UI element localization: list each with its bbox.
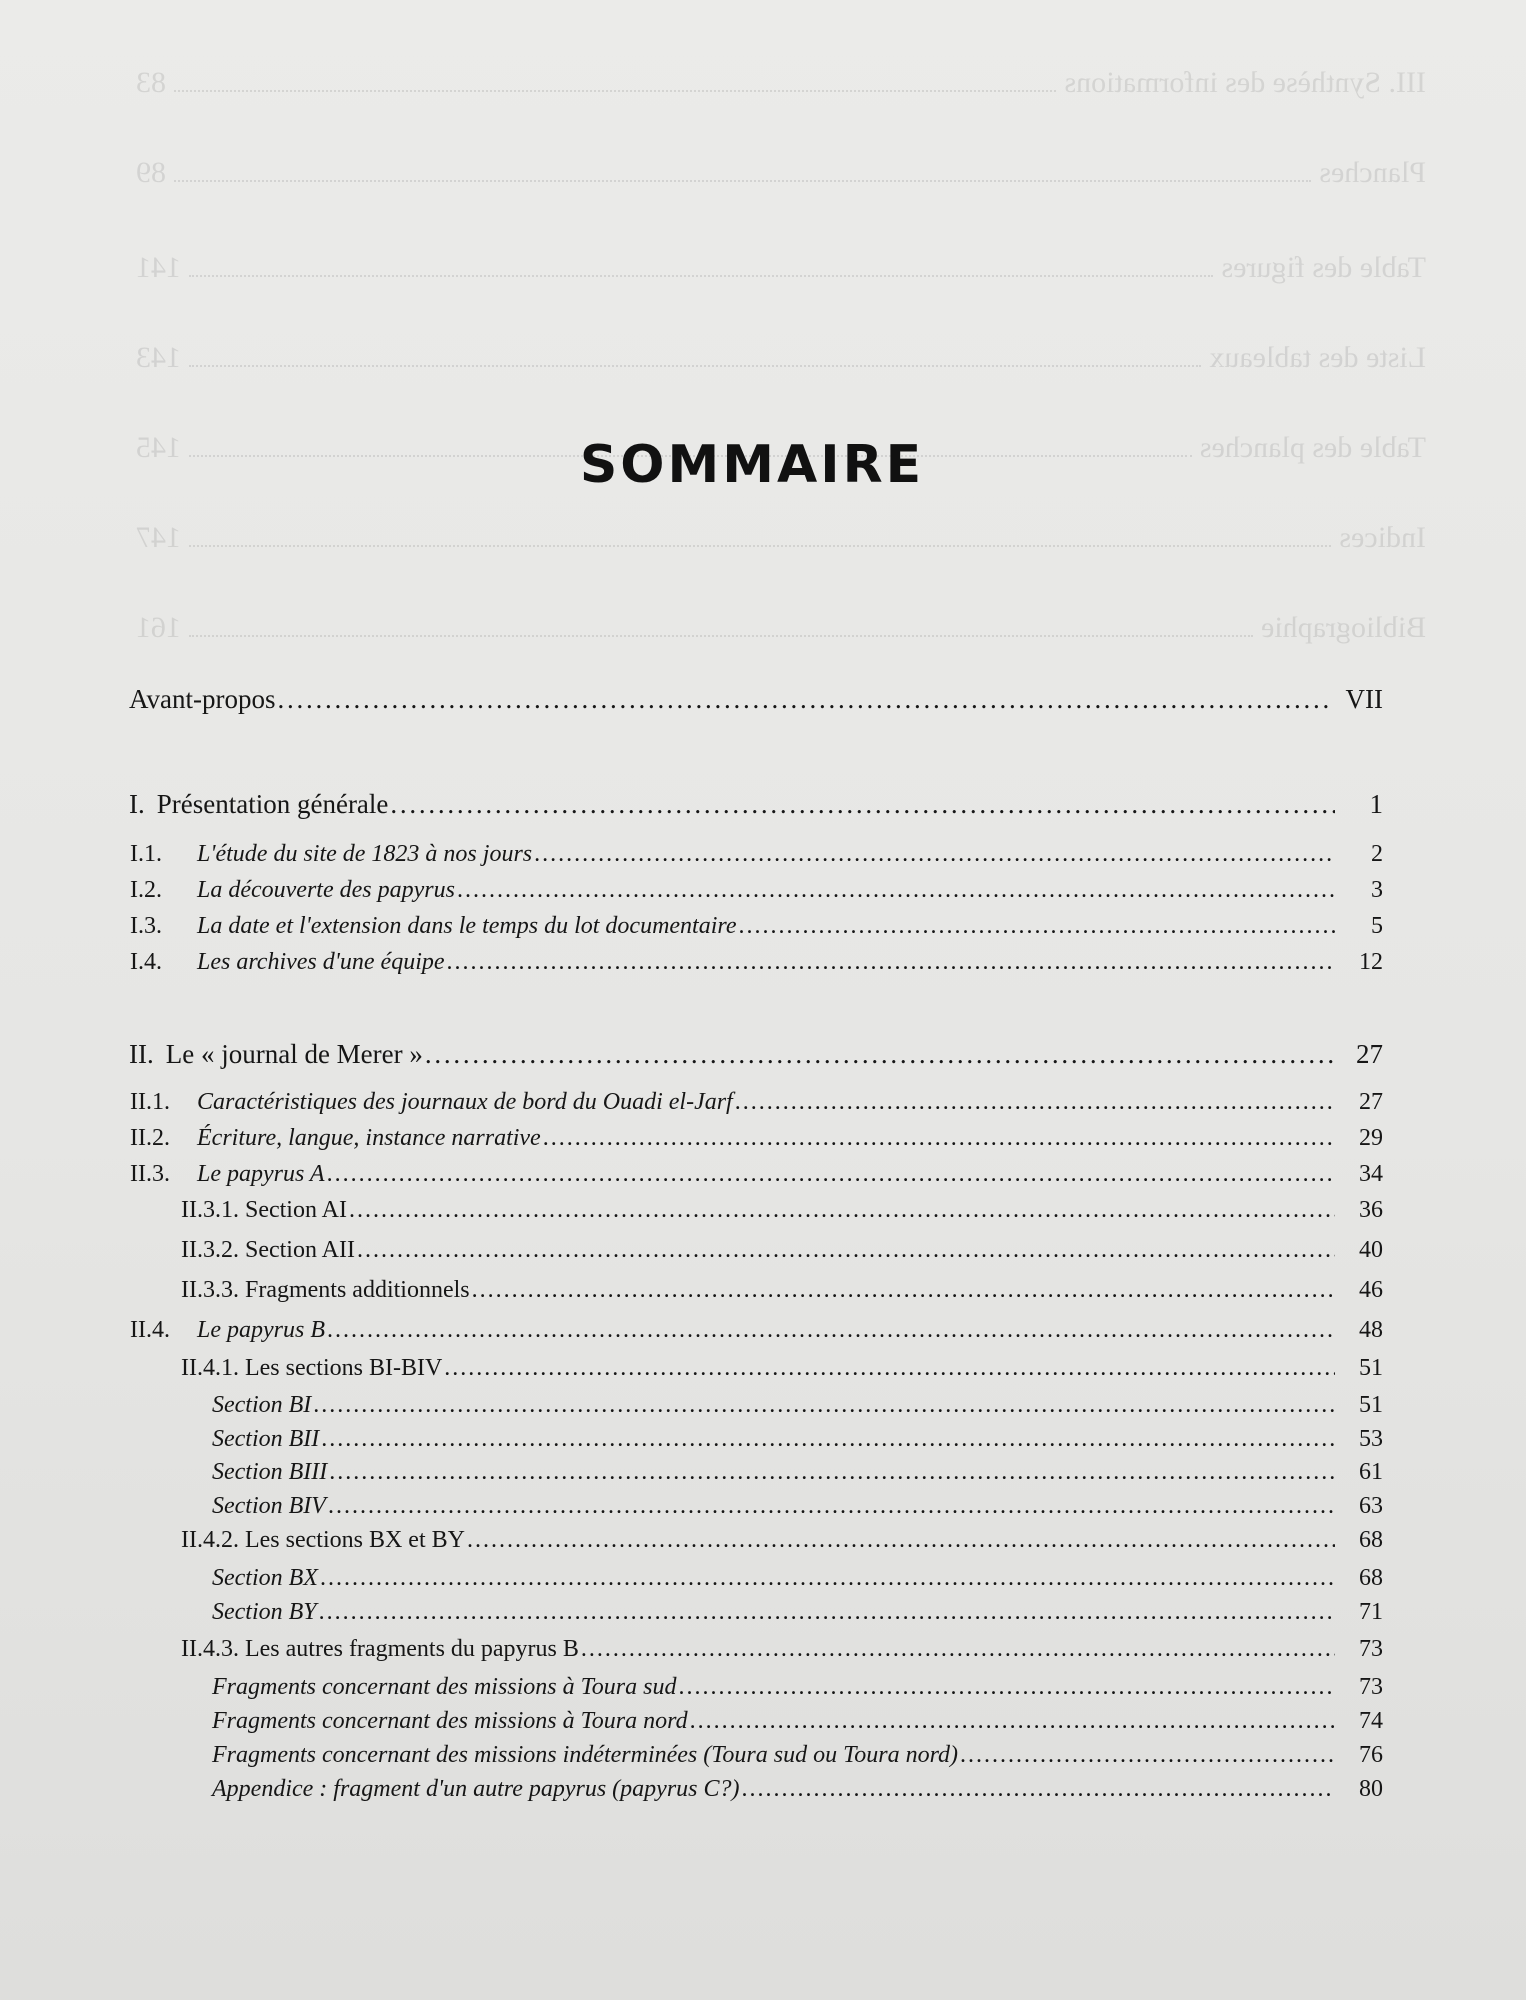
dot-leader [543,1125,1335,1152]
toc-page-number: 68 [1359,1565,1383,1591]
toc-entry-label: Section AI [244,1197,347,1223]
toc-entry-label: La découverte des papyrus [197,877,455,903]
toc-page-number: 63 [1359,1493,1383,1519]
dot-leader [329,1459,1335,1486]
toc-entry-number: II.4.3. [181,1636,239,1662]
dot-leader [738,913,1335,940]
toc-entry-item[interactable] [212,1776,1383,1810]
toc-entry-label: Les sections BX et BY [244,1527,465,1553]
toc-page-number: 74 [1359,1708,1383,1734]
dot-leader [581,1636,1335,1663]
toc-page-number: 73 [1359,1636,1383,1662]
toc-entry-subsection[interactable] [181,1527,1383,1561]
toc-entry-label: Le « journal de Merer » [165,1039,423,1069]
toc-entry-number: II.3.2. [181,1237,239,1263]
toc-page-number: 27 [1359,1089,1383,1115]
toc-entry-number: II.4.2. [181,1527,239,1553]
toc-entry-item[interactable] [212,1674,1383,1708]
toc-entry-subsection[interactable] [181,1237,1383,1271]
toc-entry-number: II.4. [130,1317,170,1343]
dot-leader [328,1493,1335,1520]
toc-entry-avant-propos[interactable] [129,684,1383,718]
dot-leader [313,1392,1335,1419]
toc-page-number: 61 [1359,1459,1383,1485]
dot-leader [457,877,1335,904]
toc-page-number: 68 [1359,1527,1383,1553]
toc-entry-label: Section BIV [212,1493,326,1519]
toc-entry-section[interactable] [130,1317,1383,1351]
toc-entry-item[interactable] [212,1392,1383,1426]
toc-entry-item[interactable] [212,1493,1383,1527]
toc-entry-label: Avant-propos [129,684,276,714]
toc-entry-label: Fragments additionnels [244,1277,470,1303]
toc-entry-label: Le papyrus A [197,1161,325,1187]
ghost-entry: III. Synthèse des informations 83 [136,66,1426,99]
dot-leader [425,1039,1335,1070]
toc-entry-label: Les archives d'une équipe [197,949,445,975]
toc-page-number: 46 [1359,1277,1383,1303]
toc-entry-item[interactable] [212,1708,1383,1742]
dot-leader [320,1565,1335,1592]
dot-leader [357,1237,1335,1264]
dot-leader [472,1277,1335,1304]
toc-page-number: 73 [1359,1674,1383,1700]
ghost-entry: Bibliographie 161 [136,611,1426,644]
ghost-entry: Liste des tableaux 143 [136,341,1426,374]
toc-entry-item[interactable] [212,1742,1383,1776]
toc-entry-section[interactable] [130,1089,1383,1123]
toc-entry-label: L'étude du site de 1823 à nos jours [197,841,533,867]
dot-leader [678,1674,1335,1701]
toc-entry-number: I. [129,789,145,819]
dot-leader [327,1161,1335,1188]
toc-entry-subsection[interactable] [181,1636,1383,1670]
toc-page-number: 40 [1359,1237,1383,1263]
toc-entry-label: Section AII [244,1237,355,1263]
toc-page-number: VII [1345,684,1383,714]
dot-leader [447,949,1335,976]
dot-leader [444,1355,1335,1382]
toc-entry-number: II.3.3. [181,1277,239,1303]
toc-entry-label: Appendice : fragment d'un autre papyrus (papyrus C?) [212,1776,740,1802]
toc-page-number: 2 [1371,841,1383,867]
toc-entry-number: II.1. [130,1089,170,1115]
ghost-entry: Indices 147 [136,521,1426,554]
dot-leader [742,1776,1336,1803]
toc-entry-number: II.3. [130,1161,170,1187]
dot-leader [467,1527,1335,1554]
ghost-entry: Table des figures 141 [136,251,1426,284]
toc-entry-label: Caractéristiques des journaux de bord du Ouadi el-Jarf [197,1089,733,1115]
toc-page-number: 29 [1359,1125,1383,1151]
dot-leader [327,1317,1335,1344]
dot-leader [321,1426,1335,1453]
toc-entry-label: Section BI [212,1392,312,1418]
dot-leader [390,789,1335,820]
toc-entry-part[interactable] [129,789,1383,823]
toc-page-number: 36 [1359,1197,1383,1223]
toc-entry-label: Les sections BI-BIV [244,1355,443,1381]
dot-leader [735,1089,1335,1116]
toc-entry-item[interactable] [212,1426,1383,1460]
dot-leader [349,1197,1335,1224]
dot-leader [960,1742,1335,1769]
toc-entry-section[interactable] [130,877,1383,911]
toc-entry-item[interactable] [212,1565,1383,1599]
toc-page-number: 51 [1359,1392,1383,1418]
dot-leader [319,1599,1335,1626]
toc-entry-number: II.3.1. [181,1197,239,1223]
toc-entry-part[interactable] [129,1039,1383,1073]
toc-page-number: 12 [1359,949,1383,975]
ghost-entry: Table des planches 145 [136,431,1426,464]
toc-page-number: 76 [1359,1742,1383,1768]
toc-entry-subsection[interactable] [181,1277,1383,1311]
toc-entry-label: Les autres fragments du papyrus B [244,1636,579,1662]
toc-entry-number: II.4.1. [181,1355,239,1381]
toc-entry-section[interactable] [130,949,1383,983]
toc-entry-label: La date et l'extension dans le temps du lot documentaire [197,913,737,939]
toc-entry-label: Fragments concernant des missions à Toura sud [212,1674,677,1700]
toc-page-number: 53 [1359,1426,1383,1452]
toc-page-number: 80 [1359,1776,1383,1802]
toc-entry-subsection[interactable] [181,1355,1383,1389]
toc-entry-number: I.3. [130,913,162,939]
toc-entry-item[interactable] [212,1599,1383,1633]
toc-entry-number: II. [129,1039,154,1069]
toc-entry-label: Section BY [212,1599,317,1625]
toc-entry-label: Le papyrus B [197,1317,325,1343]
toc-page-number: 1 [1369,789,1383,819]
toc-page-number: 71 [1359,1599,1383,1625]
toc-entry-label: Section BX [212,1565,318,1591]
dot-leader [534,841,1335,868]
toc-entry-section[interactable] [130,1125,1383,1159]
page-title: SOMMAIRE [579,434,925,495]
toc-entry-label: Fragments concernant des missions à Toura nord [212,1708,688,1734]
ghost-entry: Planches 89 [136,156,1426,189]
toc-entry-item[interactable] [212,1459,1383,1493]
toc-entry-label: Fragments concernant des missions indéterminées (Toura sud ou Toura nord) [212,1742,959,1768]
toc-page-number: 5 [1371,913,1383,939]
toc-entry-section[interactable] [130,913,1383,947]
toc-entry-subsection[interactable] [181,1197,1383,1231]
toc-entry-label: Écriture, langue, instance narrative [197,1125,541,1151]
toc-entry-label: Présentation générale [156,789,389,819]
toc-entry-number: I.1. [130,841,162,867]
toc-page-number: 34 [1359,1161,1383,1187]
toc-entry-section[interactable] [130,841,1383,875]
toc-page-number: 48 [1359,1317,1383,1343]
toc-entry-label: Section BII [212,1426,320,1452]
toc-entry-number: II.2. [130,1125,170,1151]
toc-entry-section[interactable] [130,1161,1383,1195]
toc-page-number: 51 [1359,1355,1383,1381]
toc-entry-number: I.4. [130,949,162,975]
toc-page-number: 27 [1356,1039,1383,1069]
dot-leader [277,684,1331,715]
dot-leader [690,1708,1335,1735]
toc-entry-label: Section BIII [212,1459,328,1485]
toc-page-number: 3 [1371,877,1383,903]
toc-entry-number: I.2. [130,877,162,903]
